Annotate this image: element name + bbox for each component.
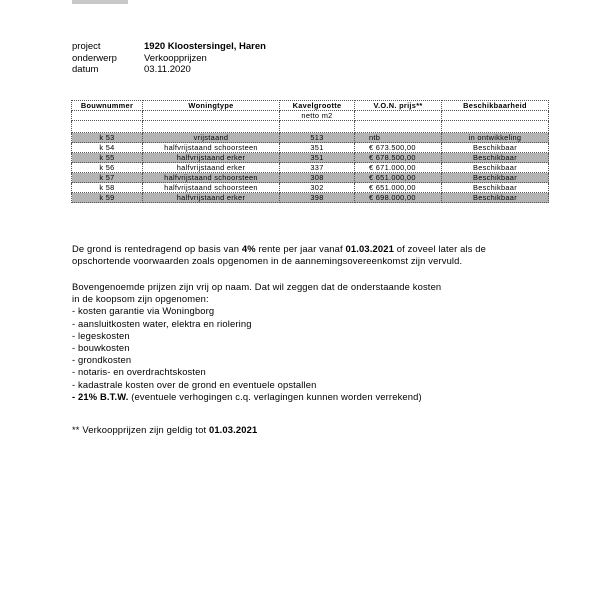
cost-item-btw: [72, 391, 542, 403]
cost-item: - bouwkosten: [72, 342, 130, 354]
kavelgrootte-cell: 351: [280, 143, 355, 153]
table-row: [72, 173, 549, 183]
footnote-text: ** Verkoopprijzen zijn geldig tot: [72, 424, 209, 435]
document-meta: [72, 41, 266, 76]
footnote: [72, 424, 257, 436]
kavelgrootte-cell: 302: [280, 183, 355, 193]
woningtype-cell: halfvrijstaand erker: [143, 163, 280, 173]
kavelgrootte-cell: 513: [280, 133, 355, 143]
kavelgrootte-cell: 308: [280, 173, 355, 183]
costs-intro-line: in de koopsom zijn opgenomen:: [72, 293, 209, 305]
cost-item: - notaris- en overdrachtskosten: [72, 366, 206, 378]
header-logo-fragment: [72, 0, 128, 4]
bouwnummer-cell: k 59: [72, 193, 143, 203]
table-row: [72, 143, 549, 153]
woningtype-cell: halfvrijstaand schoorsteen: [143, 173, 280, 183]
kavelgrootte-cell: 351: [280, 153, 355, 163]
header-kavelgrootte: Kavelgrootte: [280, 101, 355, 111]
empty-cell: [442, 121, 549, 133]
woningtype-cell: halfvrijstaand schoorsteen: [143, 143, 280, 153]
woningtype-cell: halfvrijstaand erker: [143, 193, 280, 203]
prijs-cell: € 698.000,00: [355, 193, 442, 203]
bouwnummer-cell: k 57: [72, 173, 143, 183]
cost-item: - kadastrale kosten over de grond en eventuele opstallen: [72, 378, 317, 390]
empty-cell: [442, 111, 549, 121]
prijs-cell: € 671.000,00: [355, 163, 442, 173]
table-row: [72, 163, 549, 173]
price-table: [71, 100, 549, 203]
table-row: [72, 133, 549, 143]
beschikbaarheid-cell: Beschikbaar: [442, 193, 549, 203]
footnote-date: 01.03.2021: [208, 424, 258, 435]
cost-item: - legeskosten: [72, 329, 130, 341]
beschikbaarheid-cell: in ontwikkeling: [442, 133, 549, 143]
subject-value: Verkoopprijzen: [144, 52, 207, 64]
empty-cell: [355, 111, 442, 121]
text-span: De grond is rentedragend op basis van: [72, 243, 242, 254]
cost-item: - aansluitkosten water, elektra en riolering: [72, 317, 252, 329]
table-header-row: [72, 101, 549, 111]
empty-cell: [280, 121, 355, 133]
header-beschikbaarheid: Beschikbaarheid: [442, 101, 549, 111]
prijs-cell: € 673.500,00: [355, 143, 442, 153]
table-row: [72, 153, 549, 163]
woningtype-cell: halfvrijstaand schoorsteen: [143, 183, 280, 193]
woningtype-cell: vrijstaand: [143, 133, 280, 143]
beschikbaarheid-cell: Beschikbaar: [442, 143, 549, 153]
date-value: 03.11.2020: [144, 64, 191, 75]
text-span: of zoveel later als de opschortende voorwaarden zoals opgenomen in de aannemingsovereenkomst zijn vervuld.: [72, 243, 487, 267]
empty-cell: [72, 121, 143, 133]
table-row: [72, 183, 549, 193]
bouwnummer-cell: k 55: [72, 153, 143, 163]
empty-cell: [143, 111, 280, 121]
cost-item: - grondkosten: [72, 354, 132, 366]
kavelgrootte-cell: 337: [280, 163, 355, 173]
prijs-cell: € 651.000,00: [355, 183, 442, 193]
empty-cell: [72, 111, 143, 121]
project-value: 1920 Kloostersingel, Haren: [144, 41, 266, 52]
table-subheader-row: [72, 111, 549, 121]
prijs-cell: € 678.500,00: [355, 153, 442, 163]
bouwnummer-cell: k 54: [72, 143, 143, 153]
text-span: rente per jaar vanaf: [255, 243, 346, 254]
table-spacer-row: [72, 121, 549, 133]
btw-note: (eventuele verhogingen c.q. verlagingen kunnen worden verrekend): [128, 390, 422, 402]
date-label: datum: [72, 64, 99, 75]
beschikbaarheid-cell: Beschikbaar: [442, 183, 549, 193]
kavelgrootte-cell: 398: [280, 193, 355, 203]
woningtype-cell: halfvrijstaand erker: [143, 153, 280, 163]
costs-paragraph: [72, 281, 542, 403]
header-prijs: V.O.N. prijs**: [355, 101, 442, 111]
btw-label: - 21% B.T.W.: [72, 390, 129, 402]
empty-cell: [143, 121, 280, 133]
cost-item: - kosten garantie via Woningborg: [72, 305, 215, 317]
beschikbaarheid-cell: Beschikbaar: [442, 173, 549, 183]
prijs-cell: ntb: [355, 133, 442, 143]
subject-label: onderwerp: [72, 52, 117, 64]
project-label: project: [72, 41, 101, 52]
bouwnummer-cell: k 56: [72, 163, 143, 173]
beschikbaarheid-cell: Beschikbaar: [442, 163, 549, 173]
bouwnummer-cell: k 58: [72, 183, 143, 193]
interest-rate: 4%: [241, 243, 256, 254]
header-woningtype: Woningtype: [143, 101, 280, 111]
empty-cell: [355, 121, 442, 133]
interest-paragraph: [72, 243, 542, 267]
unit-cell: netto m2: [280, 111, 355, 121]
bouwnummer-cell: k 53: [72, 133, 143, 143]
beschikbaarheid-cell: Beschikbaar: [442, 153, 549, 163]
costs-intro-line: Bovengenoemde prijzen zijn vrij op naam. Dat wil zeggen dat de onderstaande kosten: [72, 281, 442, 292]
table-row: [72, 193, 549, 203]
interest-start-date: 01.03.2021: [345, 243, 394, 254]
header-bouwnummer: Bouwnummer: [72, 101, 143, 111]
prijs-cell: € 651.000,00: [355, 173, 442, 183]
